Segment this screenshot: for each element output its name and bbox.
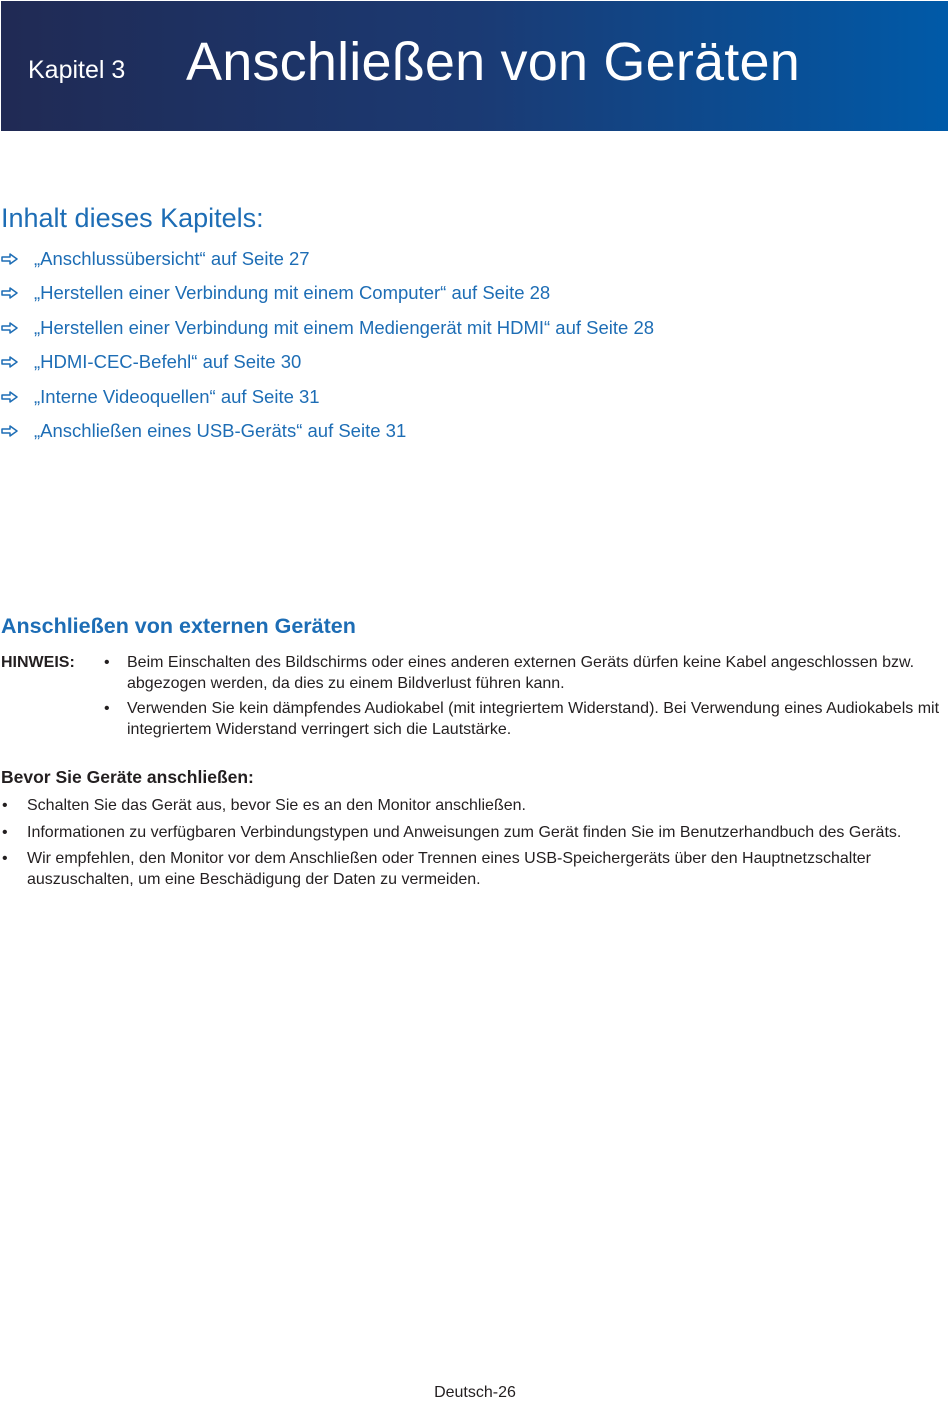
note-label: HINWEIS: [1, 654, 75, 671]
bullet-icon: • [104, 654, 110, 671]
note-item: Verwenden Sie kein dämpfendes Audiokabel (mit integriertem Widerstand). Bei Verwendung eines Audiokabels mit integriertem Widerstand verringert sich die Lautstärke. [127, 700, 940, 738]
hollow-arrow-right-icon [1, 287, 18, 299]
bullet-icon: • [2, 824, 8, 841]
page-number: Deutsch-26 [434, 1384, 516, 1401]
chapter-banner [1, 1, 948, 131]
contents-link-mediengeraet-hdmi[interactable]: „Herstellen einer Verbindung mit einem Mediengerät mit HDMI“ auf Seite 28 [34, 316, 655, 338]
bullet-icon: • [2, 797, 8, 814]
bullet-icon: • [104, 700, 110, 717]
subheading: Bevor Sie Geräte anschließen: [1, 767, 254, 787]
note-item: Beim Einschalten des Bildschirms oder eines anderen externen Geräts dürfen keine Kabel angeschlossen bzw. abgezogen werden, da dies zu einem Bildverlust führen kann. [127, 654, 915, 692]
list-item: Informationen zu verfügbaren Verbindungstypen und Anweisungen zum Gerät finden Sie im Benutzerhandbuch des Geräts. [27, 824, 902, 841]
contents-link-hdmi-cec[interactable]: „HDMI-CEC-Befehl“ auf Seite 30 [34, 351, 302, 373]
contents-link-anschlussuebersicht[interactable]: „Anschlussübersicht“ auf Seite 27 [34, 248, 310, 269]
contents-link-usb-geraet[interactable]: „Anschließen eines USB-Geräts“ auf Seite 31 [34, 419, 407, 441]
chapter-title: Anschließen von Geräten [186, 32, 800, 92]
hollow-arrow-right-icon [1, 356, 18, 368]
hollow-arrow-right-icon [1, 253, 18, 265]
hollow-arrow-right-icon [1, 391, 18, 403]
contents-link-computer[interactable]: „Herstellen einer Verbindung mit einem Computer“ auf Seite 28 [34, 282, 551, 304]
list-item: Wir empfehlen, den Monitor vor dem Anschließen oder Trennen eines USB-Speichergeräts über den Hauptnetzschalter auszuschalten, um eine Beschädigung der Daten zu vermeiden. [27, 850, 872, 888]
chapter-label: Kapitel 3 [28, 56, 126, 84]
hollow-arrow-right-icon [1, 425, 18, 437]
list-item: Schalten Sie das Gerät aus, bevor Sie es an den Monitor anschließen. [27, 797, 526, 814]
section-heading: Anschließen von externen Geräten [1, 614, 356, 638]
hollow-arrow-right-icon [1, 322, 18, 334]
contents-heading: Inhalt dieses Kapitels: [1, 203, 264, 233]
contents-link-interne-videoquellen[interactable]: „Interne Videoquellen“ auf Seite 31 [34, 385, 320, 407]
bullet-icon: • [2, 850, 8, 867]
